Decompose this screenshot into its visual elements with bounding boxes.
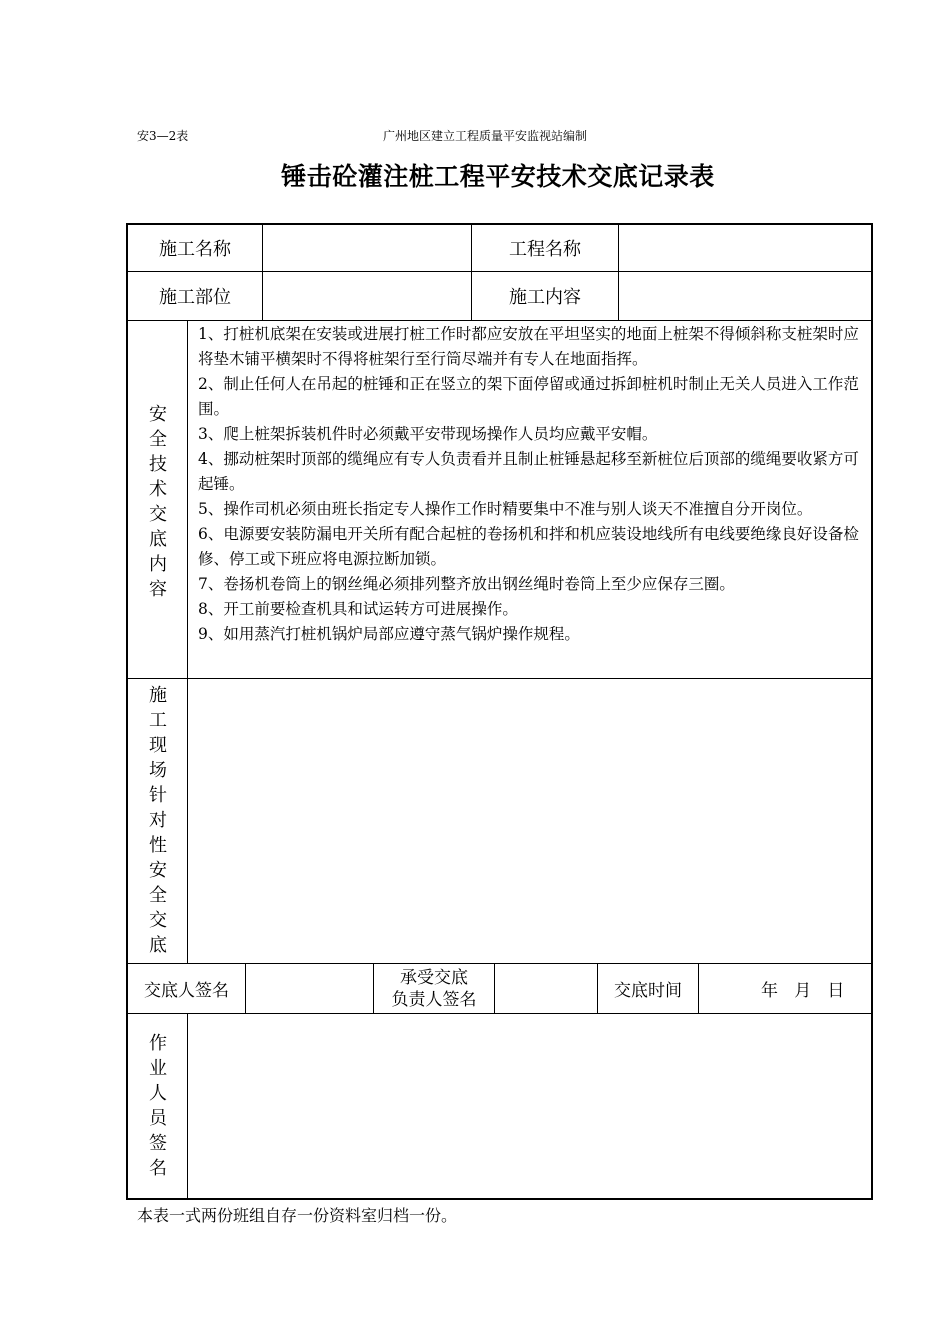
safety-item: 7、卷扬机卷筒上的钢丝绳必须排列整齐放出钢丝绳时卷筒上至少应保存三圈。 xyxy=(198,575,735,593)
safety-item: 2、制止任何人在吊起的桩锤和正在竖立的架下面停留或通过拆卸桩机时制止无关人员进入工作范围。 xyxy=(198,375,859,418)
safety-item: 5、操作司机必须由班长指定专人操作工作时精要集中不准与别人谈天不准擅自分开岗位。 xyxy=(198,500,813,518)
form-number: 安3—2表 xyxy=(137,129,189,143)
construction-part-label: 施工部位 xyxy=(159,287,231,308)
disclose-time-label: 交底时间 xyxy=(614,981,682,1001)
disclose-date-field[interactable]: 年 月 日 xyxy=(761,981,845,1001)
receiver-sign-label xyxy=(374,964,494,1013)
worker-sign-field[interactable] xyxy=(188,1014,873,1200)
discloser-sign-label: 交底人签名 xyxy=(144,981,229,1001)
footer-note: 本表一式两份班组自存一份资料室归档一份。 xyxy=(137,1206,458,1225)
project-name-label: 工程名称 xyxy=(509,239,581,260)
construction-unit-label: 施工名称 xyxy=(159,239,231,260)
site-safety-label: 施 工 现 场 针 对 性 安 全 交 底 xyxy=(149,685,167,956)
worker-sign-label: 作 业 人 员 签 名 xyxy=(149,1033,167,1179)
receiver-sign-field[interactable] xyxy=(495,964,597,1013)
receiver-sign-label-line1: 承受交底 xyxy=(400,967,468,988)
safety-item: 4、挪动桩架时顶部的缆绳应有专人负责看并且制止桩锤悬起移至新桩位后顶部的缆绳要收紧方可起锤。 xyxy=(198,450,859,493)
safety-item: 3、爬上桩架拆装机件时必须戴平安带现场操作人员均应戴平安帽。 xyxy=(198,425,658,443)
discloser-sign-field[interactable] xyxy=(246,964,373,1013)
compiler-note: 广州地区建立工程质量平安监视站编制 xyxy=(383,129,588,143)
safety-items-list xyxy=(198,322,866,647)
safety-item: 6、电源要安装防漏电开关所有配合起桩的卷扬机和拌和机应装设地线所有电线要绝缘良好设备检修、停工或下班应将电源拉断加锁。 xyxy=(198,525,859,568)
project-name-field[interactable] xyxy=(619,225,873,271)
row-divider xyxy=(128,320,873,321)
construction-content-field[interactable] xyxy=(619,272,873,320)
safety-content-label: 安 全 技 术 交 底 内 容 xyxy=(149,404,167,600)
receiver-sign-label-line2: 负责人签名 xyxy=(391,989,477,1010)
site-safety-field[interactable] xyxy=(188,679,873,963)
disclosure-form-table xyxy=(126,223,873,1200)
construction-part-field[interactable] xyxy=(263,272,471,320)
safety-item: 9、如用蒸汽打桩机锅炉局部应遵守蒸气锅炉操作规程。 xyxy=(198,625,580,643)
safety-item: 1、打桩机底架在安装或进展打桩工作时都应安放在平坦坚实的地面上桩架不得倾斜称支桩架时应将垫木铺平横架时不得将桩架行至行筒尽端并有专人在地面指挥。 xyxy=(198,325,859,368)
construction-unit-field[interactable] xyxy=(263,225,471,271)
construction-content-label: 施工内容 xyxy=(509,287,581,308)
safety-item: 8、开工前要检查机具和试运转方可进展操作。 xyxy=(198,600,518,618)
page-title: 锤击砼灌注桩工程平安技术交底记录表 xyxy=(281,162,715,191)
